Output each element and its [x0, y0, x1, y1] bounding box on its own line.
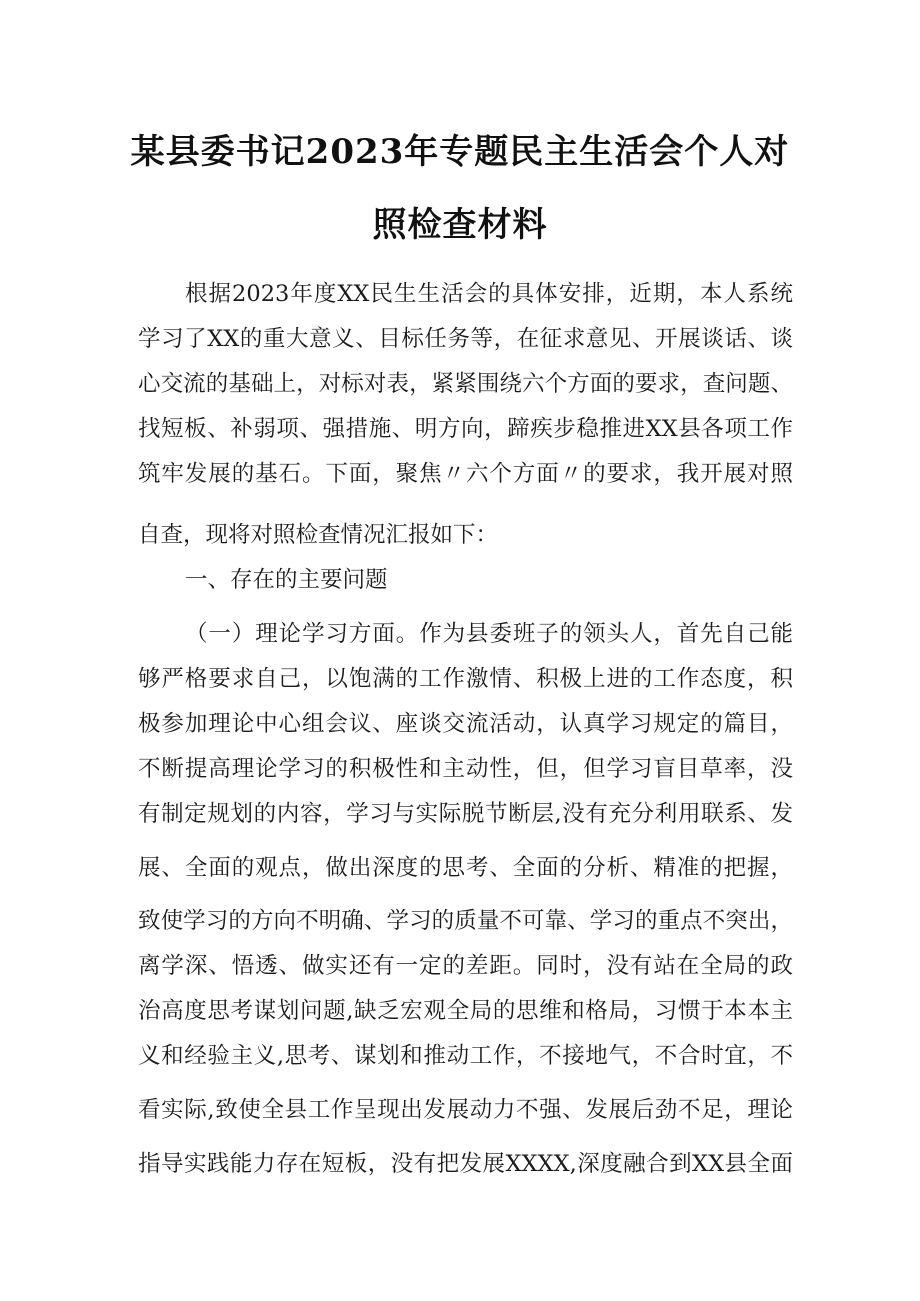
paragraph-line: 学习了XX的重大意义、目标任务等，在征求意见、开展谈话、谈	[138, 326, 793, 352]
paragraph-line: （一）理论学习方面。作为县委班子的领头人，首先自己能	[185, 621, 793, 647]
document-title-line-2: 照检查材料	[372, 205, 548, 245]
paragraph-line: 指导实践能力存在短板，没有把发展XXXX,深度融合到XX县全面	[138, 1151, 793, 1177]
paragraph-line: 看实际,致使全县工作呈现出发展动力不强、发展后劲不足，理论	[138, 1097, 793, 1123]
paragraph-line: 治高度思考谋划问题,缺乏宏观全局的思维和格局，习惯于本本主	[138, 998, 793, 1024]
paragraph-line: 展、全面的观点，做出深度的思考、全面的分析、精准的把握，	[138, 855, 793, 881]
paragraph-line: 有制定规划的内容，学习与实际脱节断层,没有充分利用联系、发	[138, 801, 793, 827]
paragraph-line: 找短板、补弱项、强措施、明方向，蹄疾步稳推进XX县各项工作	[138, 416, 793, 442]
paragraph-line: 极参加理论中心组会议、座谈交流活动，认真学习规定的篇目，	[138, 711, 793, 737]
paragraph-line: 够严格要求自己，以饱满的工作激情、积极上进的工作态度，积	[138, 666, 793, 692]
paragraph-line: 不断提高理论学习的积极性和主动性，但，但学习盲目草率，没	[138, 756, 793, 782]
paragraph-line: 义和经验主义,思考、谋划和推动工作，不接地气，不合时宜，不	[138, 1043, 793, 1069]
paragraph-line: 致使学习的方向不明确、学习的质量不可靠、学习的重点不突出，	[138, 908, 793, 934]
paragraph-line: 心交流的基础上，对标对表，紧紧围绕六个方面的要求，查问题、	[138, 371, 793, 397]
paragraph-line: 离学深、悟透、做实还有一定的差距。同时，没有站在全局的政	[138, 953, 793, 979]
paragraph-line: 根据2023年度XX民生生活会的具体安排，近期，本人系统	[185, 281, 793, 307]
paragraph-line: 筑牢发展的基石。下面，聚焦〃六个方面〃的要求，我开展对照	[138, 461, 793, 487]
section-heading: 一、存在的主要问题	[185, 567, 388, 593]
paragraph-line: 自查，现将对照检查情况汇报如下：	[138, 522, 499, 548]
document-title-line-1: 某县委书记2023年专题民主生活会个人对	[130, 132, 790, 172]
